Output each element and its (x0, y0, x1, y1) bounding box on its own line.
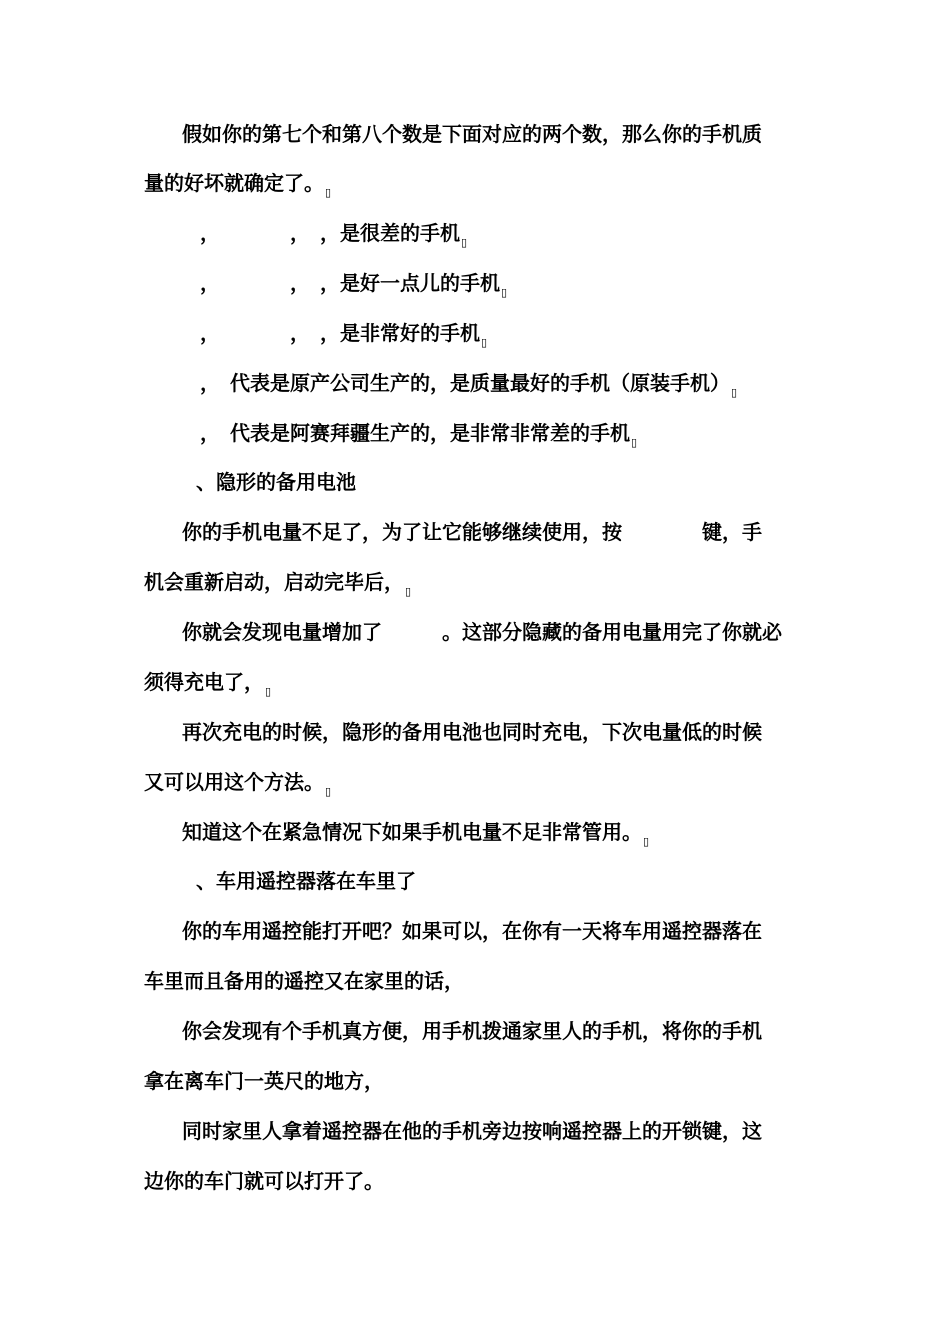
line-text: 、隐形的备用电池 (196, 470, 356, 494)
paragraph-line (200, 221, 467, 255)
paragraph-mark: ▯ (731, 386, 738, 399)
line-text: 知道这个在紧急情况下如果手机电量不足非常管用。 (182, 820, 642, 844)
paragraph-line (200, 371, 737, 405)
paragraph-line (144, 1069, 385, 1094)
paragraph-mark: ▯ (325, 186, 332, 199)
paragraph-line (182, 919, 763, 944)
line-text: ， ， ，是好一点儿的手机 (200, 271, 500, 295)
line-text: ， ， ，是非常好的手机 (200, 321, 480, 345)
line-text: 你会发现有个手机真方便，用手机拨通家里人的手机，将你的手机 (182, 1019, 762, 1043)
paragraph-line (200, 321, 487, 355)
paragraph-line (182, 122, 763, 147)
line-text: ， 代表是阿赛拜疆生产的，是非常非常差的手机 (200, 421, 630, 445)
section-heading (196, 470, 357, 495)
line-text: 边你的车门就可以打开了。 (144, 1169, 384, 1193)
paragraph-mark: ▯ (481, 336, 488, 349)
paragraph-line (182, 820, 649, 854)
paragraph-line (182, 1019, 763, 1044)
paragraph-line (182, 520, 763, 545)
line-text: 、车用遥控器落在车里了 (196, 869, 416, 893)
paragraph-line (200, 271, 507, 305)
paragraph-mark: ▯ (461, 236, 468, 249)
line-text: 假如你的第七个和第八个数是下面对应的两个数，那么你的手机质 (182, 122, 762, 146)
paragraph-line (182, 1119, 763, 1144)
line-text: 须得充电了， (144, 670, 264, 694)
line-text: 同时家里人拿着遥控器在他的手机旁边按响遥控器上的开锁键，这 (182, 1119, 762, 1143)
paragraph-line (182, 620, 783, 645)
line-text: 你的手机电量不足了，为了让它能够继续使用，按 键，手 (182, 520, 762, 544)
line-text: ， 代表是原产公司生产的，是质量最好的手机（原装手机） (200, 371, 730, 395)
paragraph-mark: ▯ (501, 286, 508, 299)
paragraph-line (144, 570, 411, 604)
section-heading (196, 869, 417, 894)
line-text: 量的好坏就确定了。 (144, 171, 324, 195)
line-text: 再次充电的时候，隐形的备用电池也同时充电，下次电量低的时候 (182, 720, 762, 744)
line-text: 你的车用遥控能打开吧？如果可以，在你有一天将车用遥控器落在 (182, 919, 762, 943)
paragraph-line (200, 421, 637, 455)
paragraph-line (182, 720, 763, 745)
line-text: 又可以用这个方法。 (144, 770, 324, 794)
paragraph-mark: ▯ (325, 785, 332, 798)
line-text: 你就会发现电量增加了 。这部分隐藏的备用电量用完了你就必 (182, 620, 782, 644)
paragraph-mark: ▯ (405, 585, 412, 598)
paragraph-mark: ▯ (265, 685, 272, 698)
paragraph-mark: ▯ (643, 835, 650, 848)
paragraph-line (144, 1169, 385, 1194)
paragraph-mark: ▯ (631, 436, 638, 449)
line-text: 拿在离车门一英尺的地方， (144, 1069, 384, 1093)
paragraph-line (144, 670, 271, 704)
line-text: 车里而且备用的遥控又在家里的话， (144, 969, 464, 993)
paragraph-line (144, 171, 331, 205)
line-text: ， ， ，是很差的手机 (200, 221, 460, 245)
paragraph-line (144, 969, 465, 994)
line-text: 机会重新启动，启动完毕后， (144, 570, 404, 594)
paragraph-line (144, 770, 331, 804)
